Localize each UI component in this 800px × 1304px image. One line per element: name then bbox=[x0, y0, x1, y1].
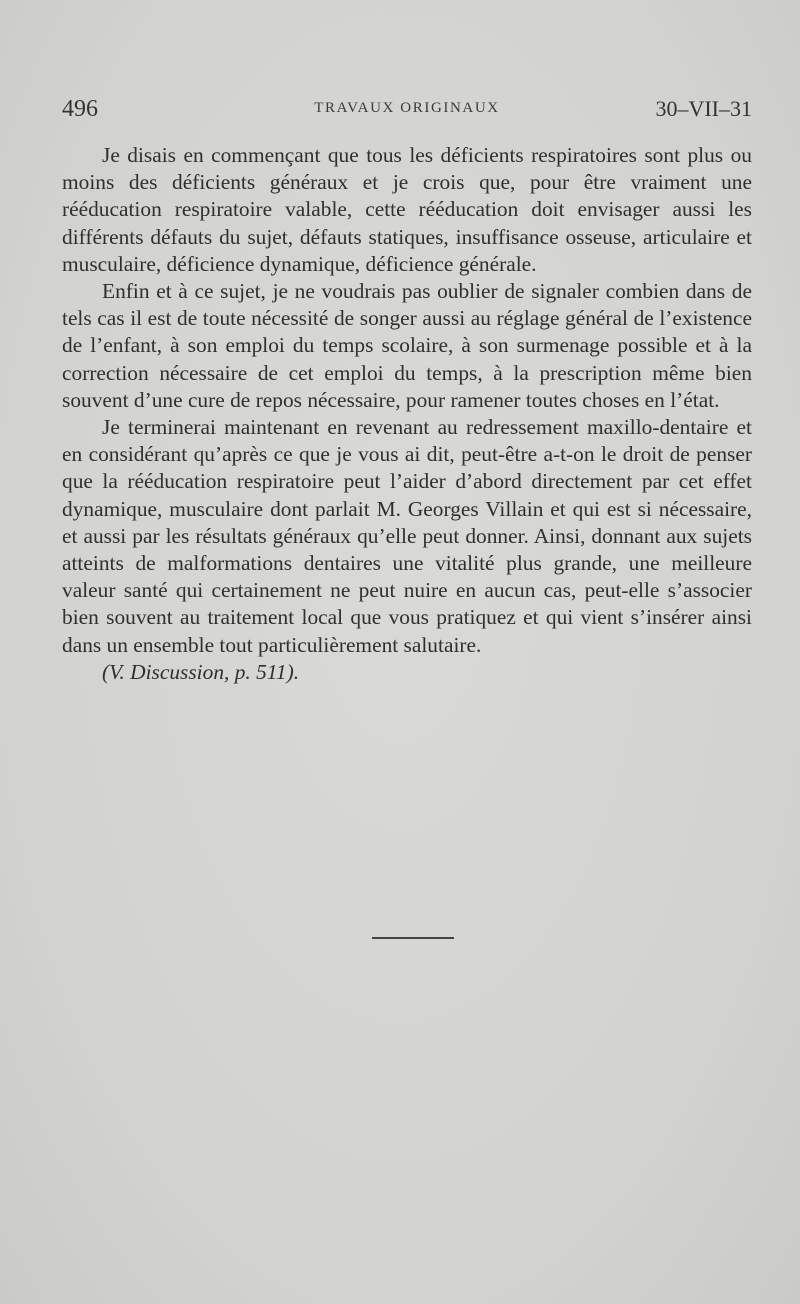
end-rule bbox=[372, 937, 454, 939]
paragraph-1: Je disais en commençant que tous les déficients respiratoires sont plus ou moins des déficients généraux et je crois que, pour être vraiment une rééducation respiratoire valable, cette rééducation doit envisager aussi les différents défauts du sujet, défauts statiques, insuffisance osseuse, articulaire et musculaire, déficience dynamique, déficience générale. bbox=[62, 143, 752, 276]
discussion-reference: (V. Discussion, p. 511). bbox=[102, 659, 300, 684]
paragraph-3: Je terminerai maintenant en revenant au redressement maxillo-dentaire et en considérant qu’après ce que je vous ai dit, peut-être a-t-on le droit de penser que la rééducation respiratoire peut l’aider d’abord directement par cet effet dynamique, musculaire dont parlait M. Georges Villain et qui est si nécessaire, et aussi par les résultats généraux qu’elle peut donner. Ainsi, donnant aux sujets atteints de malformations dentaires une vitalité plus grande, une meilleure valeur santé qui certainement ne peut nuire en aucun cas, peut-elle s’associer bien souvent au traitement local que vous pratiquez et qui vient s’insérer ainsi dans un ensemble tout particulièrement salutaire. bbox=[62, 415, 752, 657]
page-number: 496 bbox=[62, 96, 98, 122]
paragraph-2: Enfin et à ce sujet, je ne voudrais pas oublier de signaler combien dans de tels cas il est de toute nécessité de songer aussi au réglage général de l’existence de l’enfant, à son emploi du temps scolaire, à son surmenage possible et à la correction nécessaire de cet emploi du temps, à la prescription même bien souvent d’une cure de repos nécessaire, pour ramener toutes choses en l’état. bbox=[62, 279, 752, 412]
page-header bbox=[62, 96, 752, 124]
running-title: TRAVAUX ORIGINAUX bbox=[314, 100, 500, 116]
issue-date: 30–VII–31 bbox=[655, 96, 752, 121]
body-text bbox=[62, 142, 752, 686]
